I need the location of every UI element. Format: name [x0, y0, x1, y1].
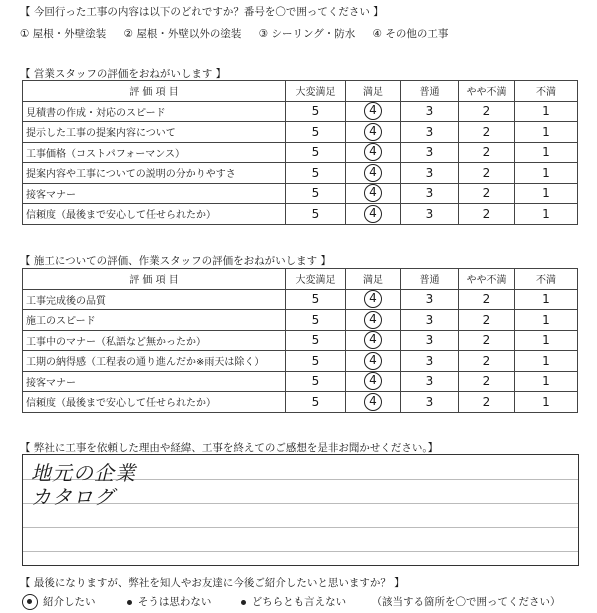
comment-box[interactable]	[22, 454, 579, 566]
score-cell[interactable]	[459, 142, 515, 163]
column-header-score: 満足	[346, 81, 401, 102]
score-value: 3	[425, 292, 434, 307]
column-header-item: 評 価 項 目	[23, 269, 286, 290]
q1-option-3[interactable]: ③ シーリング・防水	[258, 28, 356, 40]
score-value: 2	[482, 333, 491, 348]
score-value: 3	[425, 333, 434, 348]
score-value: 1	[542, 292, 550, 307]
score-cell[interactable]	[459, 101, 515, 122]
score-cell[interactable]	[286, 142, 346, 163]
table-row	[23, 122, 578, 143]
score-cell[interactable]	[459, 310, 515, 331]
score-value: 1	[542, 394, 550, 409]
score-cell[interactable]	[401, 122, 459, 143]
column-header-item: 評 価 項 目	[23, 81, 286, 102]
score-cell[interactable]	[346, 163, 401, 184]
score-cell[interactable]	[401, 163, 459, 184]
score-cell[interactable]	[286, 183, 346, 204]
score-cell[interactable]	[346, 142, 401, 163]
referral-note: （該当する箇所を〇で囲ってください）	[371, 596, 561, 608]
score-cell[interactable]	[459, 330, 515, 351]
column-header-score: やや不満	[459, 269, 515, 290]
score-value: 2	[482, 145, 491, 160]
table-row	[23, 183, 578, 204]
row-label: 工事価格（コストパフォーマンス）	[23, 142, 286, 163]
score-cell[interactable]	[346, 183, 401, 204]
score-cell[interactable]	[459, 204, 515, 225]
score-value: 5	[311, 292, 320, 307]
q1-heading: 【 今回行った工事の内容は以下のどれですか？番号を〇で囲ってください 】	[20, 6, 384, 18]
referral-option-1[interactable]: 紹介したい	[22, 596, 96, 608]
table-row	[23, 289, 578, 310]
column-header-score: やや不満	[459, 81, 515, 102]
circled-score: 4	[364, 164, 382, 182]
row-label: 提案内容や工事についての説明の分かりやすさ	[23, 163, 286, 184]
circled-score: 4	[364, 205, 382, 223]
score-cell[interactable]	[346, 122, 401, 143]
score-value: 3	[425, 104, 434, 119]
referral-options	[22, 594, 561, 610]
score-value: 1	[542, 353, 550, 368]
bullet-icon	[127, 600, 132, 605]
score-cell[interactable]	[515, 310, 578, 331]
score-cell[interactable]	[346, 351, 401, 372]
score-cell[interactable]	[515, 183, 578, 204]
score-value: 1	[542, 124, 550, 139]
table-header-row	[23, 269, 578, 290]
row-label: 施工のスピード	[23, 310, 286, 331]
row-label: 接客マナー	[23, 371, 286, 392]
score-value: 2	[482, 312, 491, 327]
score-cell[interactable]	[515, 289, 578, 310]
score-cell[interactable]	[286, 289, 346, 310]
score-value: 2	[482, 374, 491, 389]
score-cell[interactable]	[459, 289, 515, 310]
referral-heading: 【 最後になりますが、弊社を知人やお友達に今後ご紹介したいと思いますか？ 】	[20, 577, 405, 589]
circled-score: 4	[364, 184, 382, 202]
circled-score: 4	[364, 290, 382, 308]
circled-score: 4	[364, 331, 382, 349]
circled-score: 4	[364, 143, 382, 161]
table-row	[23, 142, 578, 163]
score-value: 1	[542, 206, 550, 221]
sales-evaluation-table	[22, 80, 578, 225]
column-header-score: 普通	[401, 81, 459, 102]
score-cell[interactable]	[515, 392, 578, 413]
score-value: 1	[542, 312, 550, 327]
score-value: 5	[311, 124, 320, 139]
ruled-line	[23, 527, 578, 528]
construction-evaluation-table	[22, 268, 578, 413]
handwritten-line-2: カタログ	[31, 485, 115, 509]
score-value: 5	[311, 165, 320, 180]
score-cell[interactable]	[346, 289, 401, 310]
handwritten-line-1: 地元の企業	[31, 461, 136, 485]
score-value: 3	[425, 353, 434, 368]
score-cell[interactable]	[401, 371, 459, 392]
construction-heading: 【 施工についての評価、作業スタッフの評価をおねがいします 】	[20, 255, 331, 267]
score-value: 2	[482, 104, 491, 119]
table-row	[23, 330, 578, 351]
score-value: 3	[425, 394, 434, 409]
score-value: 2	[482, 206, 491, 221]
score-cell[interactable]	[346, 392, 401, 413]
score-cell[interactable]	[401, 310, 459, 331]
score-value: 3	[425, 186, 434, 201]
score-value: 5	[311, 353, 320, 368]
score-cell[interactable]	[346, 310, 401, 331]
score-cell[interactable]	[515, 204, 578, 225]
score-cell[interactable]	[286, 392, 346, 413]
score-value: 2	[482, 394, 491, 409]
score-cell[interactable]	[515, 330, 578, 351]
table-row	[23, 204, 578, 225]
row-label: 工期の納得感（工程表の通り進んだか※雨天は除く）	[23, 351, 286, 372]
score-cell[interactable]	[401, 330, 459, 351]
circled-score: 4	[364, 102, 382, 120]
row-label: 見積書の作成・対応のスピード	[23, 101, 286, 122]
q1-option-2[interactable]: ② 屋根・外壁以外の塗装	[123, 28, 242, 40]
circled-score: 4	[364, 372, 382, 390]
score-cell[interactable]	[286, 371, 346, 392]
score-value: 2	[482, 353, 491, 368]
row-label: 工事完成後の品質	[23, 289, 286, 310]
score-value: 5	[311, 186, 320, 201]
table-header-row	[23, 81, 578, 102]
score-cell[interactable]	[401, 351, 459, 372]
score-cell[interactable]	[459, 163, 515, 184]
score-cell[interactable]	[401, 204, 459, 225]
column-header-score: 不満	[515, 81, 578, 102]
score-cell[interactable]	[515, 122, 578, 143]
row-label: 工事中のマナー（私語など無かったか）	[23, 330, 286, 351]
score-cell[interactable]	[459, 183, 515, 204]
table-row	[23, 371, 578, 392]
score-cell[interactable]	[515, 142, 578, 163]
score-value: 1	[542, 333, 550, 348]
table-row	[23, 392, 578, 413]
score-cell[interactable]	[459, 392, 515, 413]
row-label: 信頼度（最後まで安心して任せられたか）	[23, 392, 286, 413]
score-cell[interactable]	[286, 122, 346, 143]
score-value: 5	[311, 394, 320, 409]
score-value: 2	[482, 186, 491, 201]
score-value: 5	[311, 104, 320, 119]
score-cell[interactable]	[515, 351, 578, 372]
score-cell[interactable]	[286, 101, 346, 122]
score-cell[interactable]	[286, 310, 346, 331]
score-cell[interactable]	[286, 163, 346, 184]
score-cell[interactable]	[515, 163, 578, 184]
score-cell[interactable]	[346, 330, 401, 351]
ruled-line	[23, 551, 578, 552]
score-cell[interactable]	[459, 122, 515, 143]
score-cell[interactable]	[401, 142, 459, 163]
circled-score: 4	[364, 123, 382, 141]
score-value: 3	[425, 374, 434, 389]
score-value: 2	[482, 165, 491, 180]
score-value: 1	[542, 104, 550, 119]
q1-option-4[interactable]: ④ その他の工事	[372, 28, 449, 40]
score-cell[interactable]	[401, 289, 459, 310]
circled-score: 4	[364, 311, 382, 329]
score-cell[interactable]	[459, 351, 515, 372]
score-value: 5	[311, 374, 320, 389]
score-value: 1	[542, 374, 550, 389]
score-cell[interactable]	[401, 183, 459, 204]
score-value: 5	[311, 206, 320, 221]
row-label: 提示した工事の提案内容について	[23, 122, 286, 143]
score-cell[interactable]	[346, 371, 401, 392]
score-cell[interactable]	[286, 330, 346, 351]
column-header-score: 満足	[346, 269, 401, 290]
comments-heading: 【 弊社に工事を依頼した理由や経緯、工事を終えてのご感想を是非お聞かせください。】	[20, 442, 439, 454]
score-value: 5	[311, 333, 320, 348]
table-row	[23, 101, 578, 122]
column-header-score: 大変満足	[286, 81, 346, 102]
sales-heading: 【 営業スタッフの評価をおねがいします 】	[20, 68, 227, 80]
score-cell[interactable]	[401, 101, 459, 122]
row-label: 接客マナー	[23, 183, 286, 204]
table-row	[23, 310, 578, 331]
circled-score: 4	[364, 393, 382, 411]
q1-options	[20, 26, 462, 41]
score-value: 5	[311, 312, 320, 327]
score-value: 2	[482, 292, 491, 307]
score-value: 1	[542, 165, 550, 180]
circled-score: 4	[364, 352, 382, 370]
table-row	[23, 351, 578, 372]
column-header-score: 不満	[515, 269, 578, 290]
referral-option-3[interactable]: どちらとも言えない	[241, 596, 347, 608]
selected-circle-icon	[22, 594, 38, 610]
score-value: 1	[542, 186, 550, 201]
referral-option-2[interactable]: そうは思わない	[127, 596, 212, 608]
score-cell[interactable]	[346, 101, 401, 122]
row-label: 信頼度（最後まで安心して任せられたか）	[23, 204, 286, 225]
score-value: 3	[425, 312, 434, 327]
score-value: 5	[311, 145, 320, 160]
column-header-score: 普通	[401, 269, 459, 290]
table-row	[23, 163, 578, 184]
score-cell[interactable]	[286, 204, 346, 225]
score-value: 3	[425, 206, 434, 221]
score-value: 3	[425, 165, 434, 180]
score-value: 3	[425, 145, 434, 160]
score-cell[interactable]	[286, 351, 346, 372]
score-cell[interactable]	[401, 392, 459, 413]
bullet-icon	[241, 600, 246, 605]
score-cell[interactable]	[515, 371, 578, 392]
score-value: 3	[425, 124, 434, 139]
score-value: 2	[482, 124, 491, 139]
score-cell[interactable]	[459, 371, 515, 392]
score-cell[interactable]	[515, 101, 578, 122]
score-value: 1	[542, 145, 550, 160]
q1-option-1[interactable]: ① 屋根・外壁塗装	[20, 28, 107, 40]
score-cell[interactable]	[346, 204, 401, 225]
column-header-score: 大変満足	[286, 269, 346, 290]
